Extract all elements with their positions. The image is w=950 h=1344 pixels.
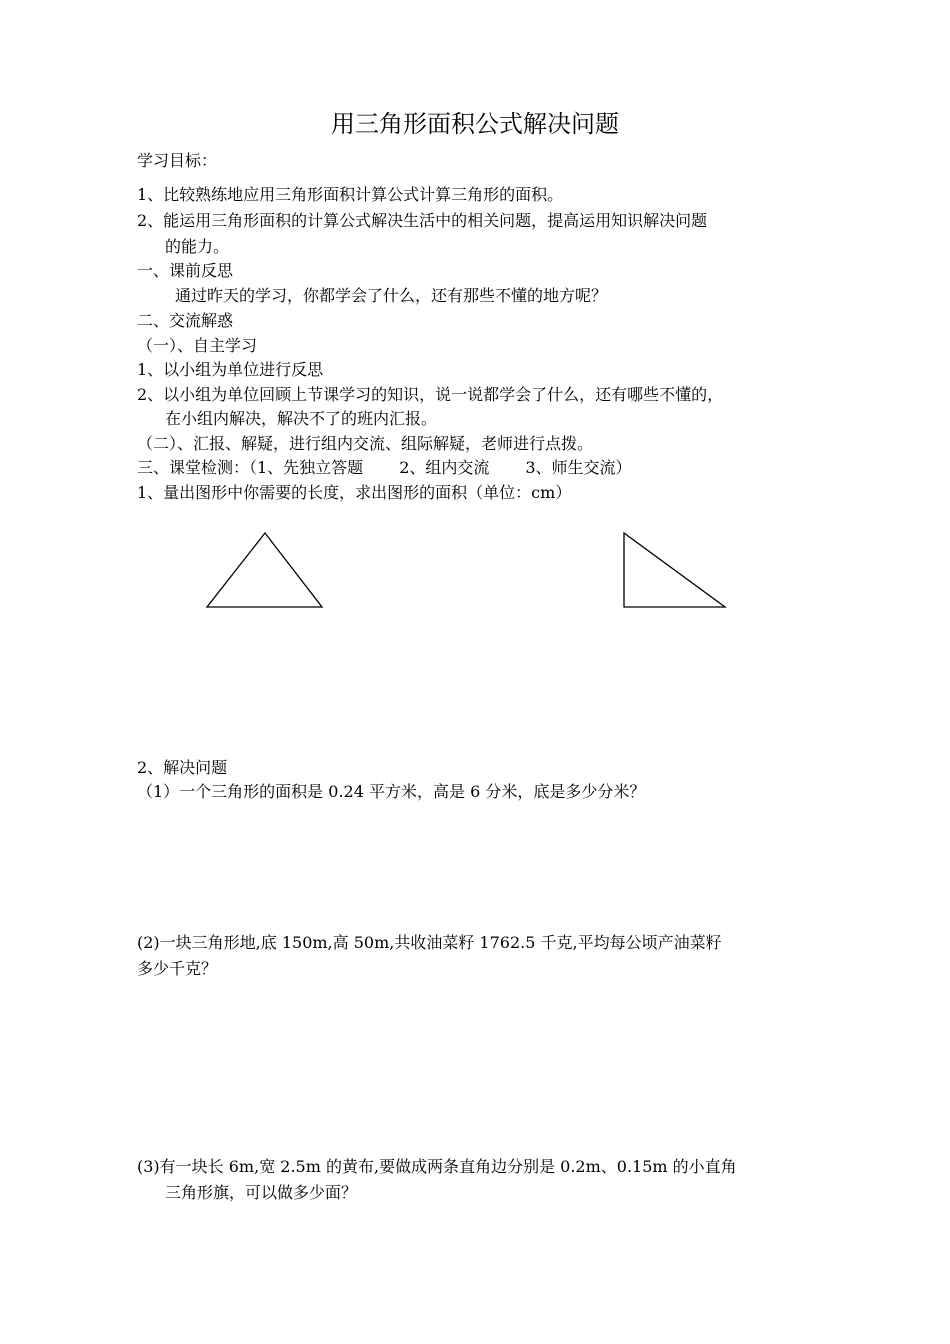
section-2-sub-1: （一）、自主学习 <box>137 336 258 355</box>
objective-item-2-line-2: 的能力。 <box>165 237 230 256</box>
section-1-heading: 一、课前反思 <box>137 261 234 280</box>
question-1: 1、量出图形中你需要的长度，求出图形的面积（单位：cm） <box>137 483 572 502</box>
objectives-heading: 学习目标： <box>137 151 218 170</box>
question-2-heading: 2、解决问题 <box>137 758 228 777</box>
section-3-step-2: 2、组内交流 <box>399 458 490 477</box>
section-2-sub-2: （二）、汇报、解疑，进行组内交流、组际解疑，老师进行点拨。 <box>137 434 594 453</box>
isosceles-triangle <box>207 533 322 607</box>
section-3-step-3: 3、师生交流） <box>525 458 632 477</box>
objective-item-1: 1、比较熟练地应用三角形面积计算公式计算三角形的面积。 <box>137 185 564 204</box>
section-2-heading: 二、交流解惑 <box>137 311 234 330</box>
question-2-1: （1）一个三角形的面积是 0.24 平方米，高是 6 分米，底是多少分米？ <box>137 782 646 801</box>
section-2-item-1: 1、以小组为单位进行反思 <box>137 360 324 379</box>
section-2-item-2-line-2: 在小组内解决，解决不了的班内汇报。 <box>165 409 438 428</box>
section-1-text: 通过昨天的学习，你都学会了什么，还有那些不懂的地方呢？ <box>175 286 608 305</box>
question-2-2-line-2: 多少千克？ <box>137 959 218 978</box>
right-triangle <box>624 533 725 607</box>
objective-item-2-line-1: 2、能运用三角形面积的计算公式解决生活中的相关问题，提高运用知识解决问题 <box>137 211 708 230</box>
section-3-heading: 三、课堂检测：（1、先独立答题 <box>137 458 364 477</box>
question-2-3-line-1: (3)有一块长 6m,宽 2.5m 的黄布,要做成两条直角边分别是 0.2m、0.15m 的小直角 <box>137 1157 737 1176</box>
page-title: 用三角形面积公式解决问题 <box>331 110 619 138</box>
question-2-3-line-2: 三角形旗，可以做多少面？ <box>165 1183 358 1202</box>
question-2-2-line-1: (2)一块三角形地,底 150m,高 50m,共收油菜籽 1762.5 千克,平均每公顷产油菜籽 <box>137 933 722 952</box>
section-2-item-2-line-1: 2、以小组为单位回顾上节课学习的知识，说一说都学会了什么，还有哪些不懂的， <box>137 385 724 404</box>
